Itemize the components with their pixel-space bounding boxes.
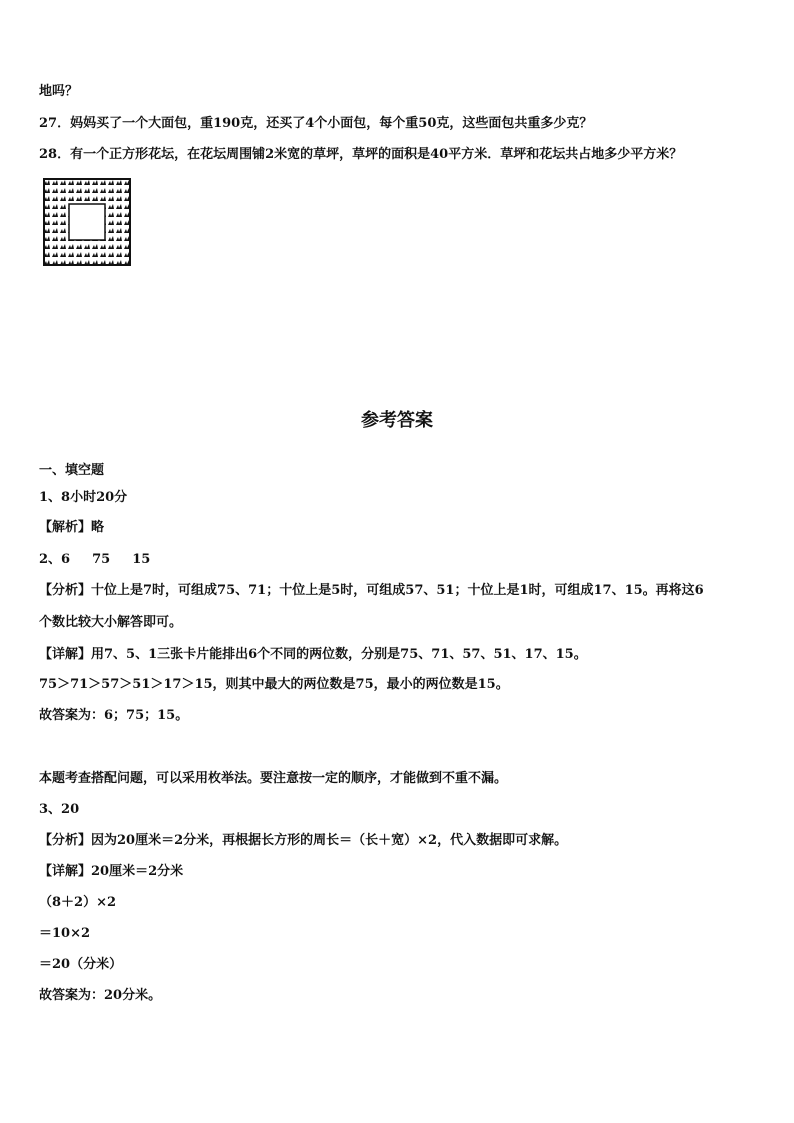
answer-3-analysis: 【分析】因为20厘米＝2分米，再根据长方形的周长＝（长＋宽）×2，代入数据即可求解。 [39,833,568,848]
answer-1-analysis: 【解析】略 [39,520,105,535]
answer-1: 1、8小时20分 [39,490,128,505]
question-26-tail: 地吗？ [39,84,79,99]
answer-2-detail-line1: 【详解】用7、5、1三张卡片能排出6个不同的两位数，分别是75、71、57、51、17、15。 [39,647,587,662]
answer-3-step-1: （8＋2）×2 [39,895,117,910]
answer-3: 3、20 [39,802,80,817]
answer-2-second: 75 [92,552,111,567]
answer-3-step-3: ＝20（分米） [39,957,123,972]
answer-3-step-2: ＝10×2 [39,926,91,941]
answer-2-note: 本题考查搭配问题，可以采用枚举法。要注意按一定的顺序，才能做到不重不漏。 [39,771,508,786]
question-27: 27．妈妈买了一个大面包，重190克，还买了4个小面包，每个重50克，这些面包共重多少克？ [39,116,593,131]
answer-2-detail-line2: 75＞71＞57＞51＞17＞15，则其中最大的两位数是75，最小的两位数是15。 [39,677,509,692]
answer-2-first: 2、6 [39,552,71,567]
answer-2-analysis-line1: 【分析】十位上是7时，可组成75、71；十位上是5时，可组成57、51；十位上是1时，可组成17、15。再将这6 [39,583,704,598]
answer-3-final: 故答案为：20分米。 [39,988,162,1003]
answer-title: 参考答案 [361,410,433,431]
section-fill-blank: 一、填空题 [39,463,105,478]
answer-2-final: 故答案为：6；75；15。 [39,708,189,723]
answer-2-third: 15 [132,552,151,567]
answer-3-detail: 【详解】20厘米＝2分米 [39,864,184,879]
flowerbed-figure [43,178,131,266]
answer-2 [39,552,150,568]
answer-2-analysis-line2: 个数比较大小解答即可。 [39,615,183,630]
question-28: 28．有一个正方形花坛，在花坛周围铺2米宽的草坪，草坪的面积是40平方米．草坪和花坛共占地多少平方米？ [39,147,683,162]
